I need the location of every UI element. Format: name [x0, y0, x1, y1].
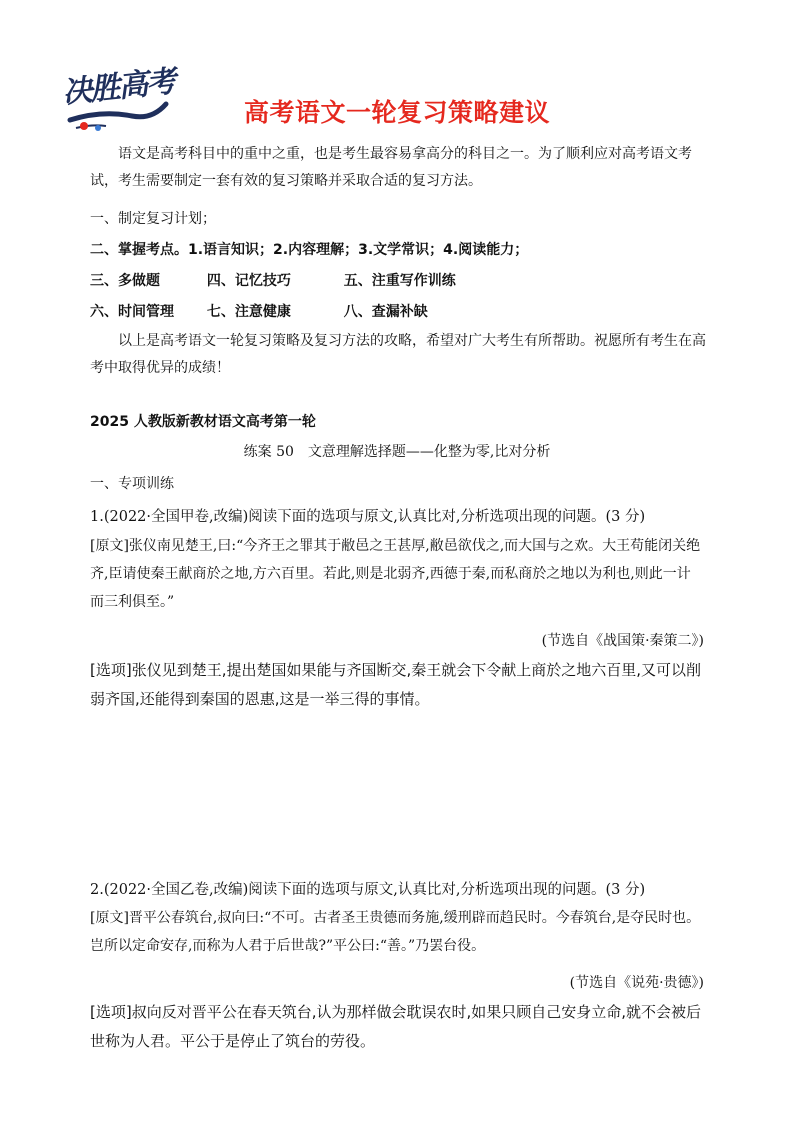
- point-4: 四、记忆技巧: [206, 273, 291, 289]
- q1-original: [原文]张仪南见楚王,曰:“今齐王之罪其于敝邑之王甚厚,敝邑欲伐之,而大国与之欢。大王苟能闭关绝齐,臣请使秦王献商於之地,方六百里。若此,则是北弱齐,西德于秦,而私商於之地以为利也,则此一计而三利俱至。”: [90, 538, 701, 610]
- lesson-title: 练案 50 文意理解选择题——化整为零,比对分析: [243, 444, 551, 460]
- point-8: 八、查漏补缺: [343, 304, 428, 320]
- q2-original: [原文]晋平公春筑台,叔向曰:“不可。古者圣王贵德而务施,缓刑辟而趋民时。今春筑台,是夺民时也。岂所以定命安存,而称为人君于后世哉?”平公曰:“善。”乃罢台役。: [90, 910, 701, 954]
- point-1: 一、制定复习计划；: [90, 211, 216, 227]
- logo-text: 决胜高考: [60, 64, 176, 111]
- closing-paragraph: 以上是高考语文一轮复习策略及复习方法的攻略，希望对广大考生有所帮助。祝愿所有考生在高考中取得优异的成绩！: [90, 333, 706, 376]
- point-6: 六、时间管理: [90, 304, 174, 320]
- points-row-3: [90, 270, 456, 290]
- q2-prompt: 2.(2022·全国乙卷,改编)阅读下面的选项与原文,认真比对,分析选项出现的问题。(3 分): [90, 882, 646, 898]
- point-5: 五、注重写作训练: [343, 273, 456, 289]
- page-title: 高考语文一轮复习策略建议: [243, 98, 550, 127]
- point-3: 三、多做题: [90, 273, 160, 289]
- points-row-4: [90, 301, 428, 321]
- series-title: 2025 人教版新教材语文高考第一轮: [90, 414, 316, 430]
- section-heading: 一、专项训练: [90, 476, 174, 492]
- q2-source: (节选自《说苑·贵德》): [569, 975, 704, 991]
- q1-option: [选项]张仪见到楚王,提出楚国如果能与齐国断交,秦王就会下令献上商於之地六百里,又可以削弱齐国,还能得到秦国的恩惠,这是一举三得的事情。: [90, 661, 702, 708]
- q1-source: (节选自《战国策·秦策二》): [541, 633, 704, 649]
- q2-option: [选项]叔向反对晋平公在春天筑台,认为那样做会耽误农时,如果只顾自己安身立命,就不会被后世称为人君。平公于是停止了筑台的劳役。: [90, 1003, 702, 1050]
- point-7: 七、注意健康: [206, 304, 291, 320]
- point-2: 二、掌握考点。1.语言知识；2.内容理解；3.文学常识；4.阅读能力；: [90, 242, 529, 258]
- intro-paragraph: 语文是高考科目中的重中之重，也是考生最容易拿高分的科目之一。为了顺利应对高考语文考试，考生需要制定一套有效的复习策略并采取合适的复习方法。: [90, 146, 692, 189]
- q1-prompt: 1.(2022·全国甲卷,改编)阅读下面的选项与原文,认真比对,分析选项出现的问题。(3 分): [90, 509, 646, 525]
